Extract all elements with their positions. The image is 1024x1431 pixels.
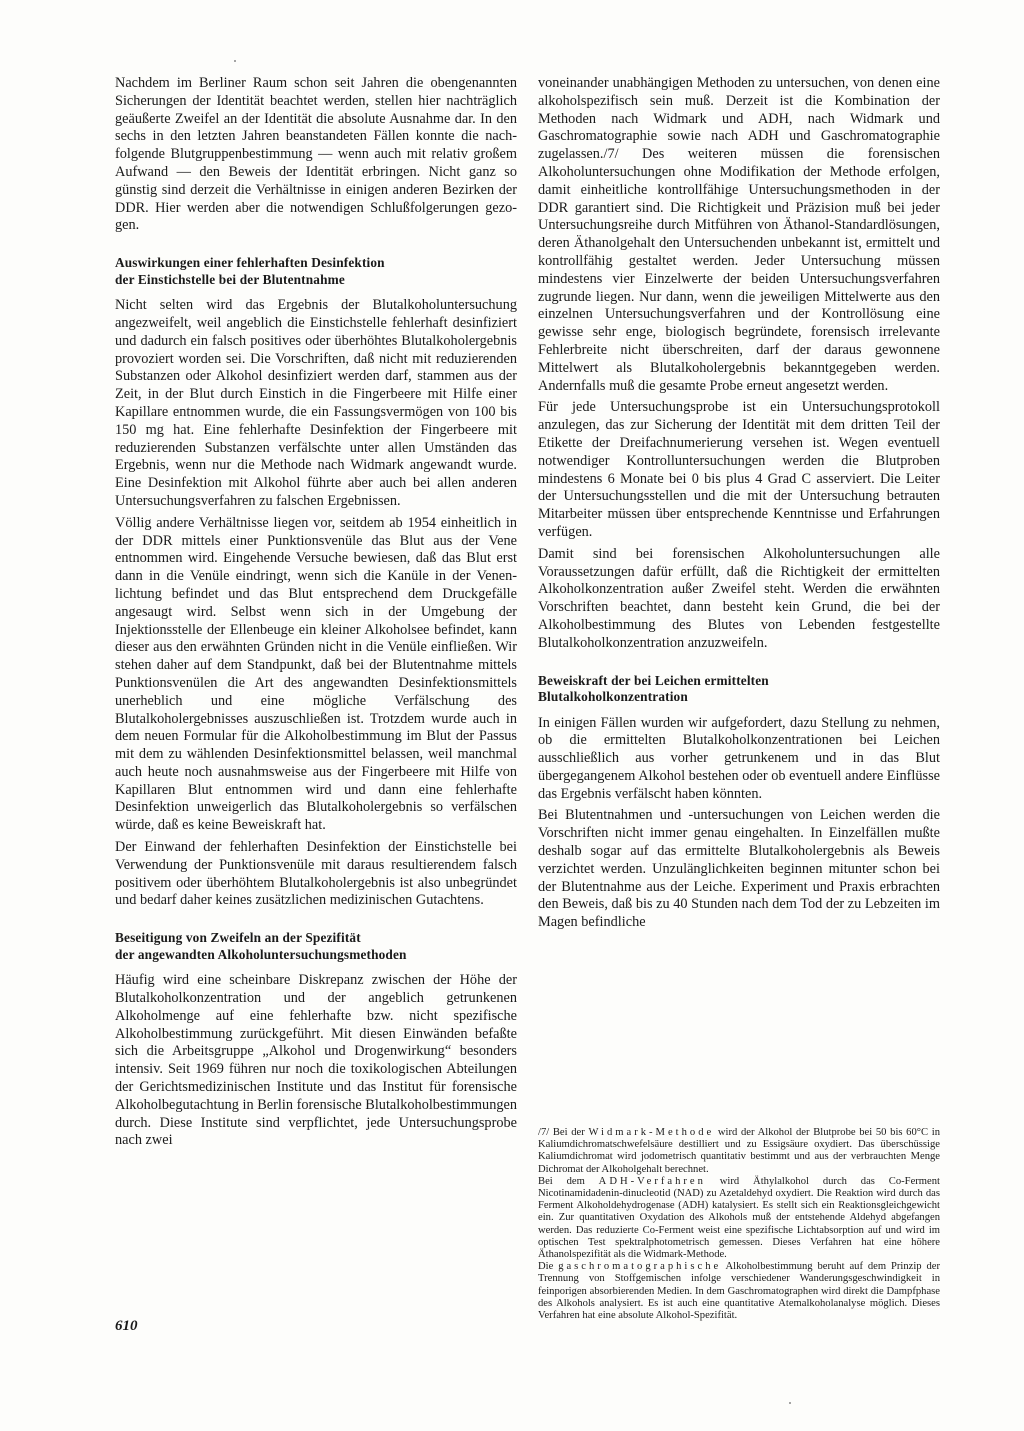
paragraph: Völlig andere Verhältnisse liegen vor, seitdem ab 1954 einheitlich in der DDR mittels einer Punktionsvenüle das Blut aus der Vene entnommen wird. Eingehende Versuche bewiesen, daß das Blut erst dann in die Venüle eindringt, wenn sich die Kanüle in der Venenlichtung befindet und das Blut entsprechend dem Druckgefälle angesaugt wird. Selbst wenn sich in der Umgebung der Injektionsstelle der Ellenbeuge ein kleiner Alkoholsee befindet, kann dieser aus den erwähnten Gründen nicht in die Venüle einfließen. Wir stehen daher auf dem Standpunkt, daß bei der Blutentnahme mittels Punktionsvenülen die Art des angewandten Desinfektionsmittels unerheblich und eine mögliche Verfälschung des Blutalkoholergebnisses auszuschließen ist. Trotzdem wurde auch in dem neuen Formular für die Alkoholbestimmung im Blut der Passus mit dem zu wählenden Desinfektionsmittel belassen, weil manchmal auch heute noch ausnahmsweise aus der Fingerbeere mit Hilfe von Kapillaren Blut entnommen wird und dann eine fehlerhafte Desinfektion unweigerlich das Blutalkoholergebnis so verfälschen würde, daß es keine Beweiskraft hat. [115, 514, 517, 834]
footnote-text: Bei dem [538, 1175, 599, 1187]
left-column [115, 75, 517, 1154]
section-heading-line: Blutalkoholkonzentration [538, 689, 688, 704]
footnote-text: /7/ Bei der [538, 1127, 589, 1138]
paragraph: In einigen Fällen wurden wir aufgefordert, dazu Stellung zu nehmen, ob die ermittelten Blutalkoholkonzentrationen bei Leichen ausschließlich aus vorher getrunkenem und in das Blut übergegangenem Alkohol bestehen oder ob eventuell andere Einflüsse das Ergebnis verfälscht haben könnten. [538, 714, 940, 802]
footnote-text: Alkoholbestimmung beruht auf dem Prinzip der Trennung von Stoffgemischen infolge verschiedener Wanderungsgeschwindigkeit in feinporigen absorbierenden Medien. In dem Gaschromatographen wird direkt die Dampfphase des Alkohols analysiert. Es ist auch eine quantitative Atemalkoholanalyse möglich. Dieses Verfahren hat eine absolute Alkohol-Spezifität. [538, 1261, 940, 1322]
paragraph: Der Einwand der fehlerhaften Desinfektion der Einstichstelle bei Verwendung der Punktionsvenüle mit daraus resultierendem falsch positivem oder überhöhtem Blutalkoholergebnis ist also unbegründet und bedarf daher keines zusätzlichen medizinischen Gutachtens. [115, 839, 517, 909]
footnote-text: wird Äthylalkohol durch das Co-Ferment Nicotinamidadenin-dinucleotid (NAD) zu Azetaldehyd oxydiert. Die Reaktion wird durch das Ferment Alkoholdehydrogenase (ADH) katalysiert. Es stellt sich ein Reaktionsgleichgewicht ein. Zur quantitativen Oxydation des Alkohols muß der entstehende Aldehyd abgefangen werden. Das reduzierte Co-Ferment weist eine spezifische Lichtabsorption auf und wird im optischen Test spektralphotometrisch gemessen. Dieses Verfahren hat eine höhere Äthanolspezifität als die Widmark-Methode. [538, 1175, 940, 1261]
paragraph: Damit sind bei forensischen Alkoholuntersuchungen alle Voraussetzungen dafür erfüllt, daß die Richtigkeit der ermittelten Alkoholkonzentration außer Zweifel steht. Werden die erwähnten Vorschriften beachtet, dann besteht kein Grund, die bei der Alkoholbestimmung des Blutes von Lebenden festgestellte Blutalkoholkonzentration anzuzweifeln. [538, 545, 940, 651]
paragraph: Nachdem im Berliner Raum schon seit Jahren die obengenannten Sicherungen der Identität beachtet werden, stellen hier nachträglich geäußerte Zweifel an der Identität die absolute Ausnahme dar. In den sechs in den letzten Jahren beanstandeten Fällen konnte die nachfolgende Blutgruppenbestimmung — wenn auch mit relativ großem Aufwand — den Beweis der Identität erbringen. Nicht ganz so günstig sind derzeit die Verhältnisse in einigen anderen Bezirken der DDR. Hier werden aber die notwendigen Schlußfolgerungen gezogen. [115, 75, 517, 234]
footnote [538, 1176, 940, 1261]
page-number: 610 [115, 1318, 138, 1334]
footnote [538, 1261, 940, 1322]
section-heading-line: Auswirkungen einer fehlerhaften Desinfektion [115, 255, 385, 271]
footnote-text: wird der Alkohol der Blutprobe bei 50 bis 60°C in Kaliumdichromatschwefelsäure destilliert und zu Essigsäure oxydiert. Das überschüssige Kaliumdichromat wird jodometrisch quantitativ bestimmt und aus der verbrauchten Menge Dichromat der Alkoholgehalt berechnet. [538, 1127, 940, 1175]
footnote-emphasis: Widmark-Methode [588, 1127, 715, 1138]
print-speck [789, 1402, 791, 1404]
section-heading [538, 673, 940, 706]
footnote [538, 1127, 940, 1176]
paragraph: Nicht selten wird das Ergebnis der Blutalkoholuntersuchung angezweifelt, weil angeblich die Einstichstelle fehlerhaft desinfiziert und dadurch ein falsch positives oder überhöhtes Blutalkoholergebnis provoziert worden sei. Die Vorschriften, daß nicht mit reduzierenden Substanzen oder Alkohol desinfiziert werden darf, stammen aus der Zeit, in der Blut durch Einstich in die Fingerbeere mit Hilfe einer Kapillare entnommen wurde, die ein Fassungsvermögen von 100 bis 150 mg hat. Eine fehlerhafte Desinfektion der Fingerbeere mit reduzierenden Substanzen verfälschte unter allen Umständen das Ergebnis, wenn nur die Methode nach Widmark angewandt wurde. Eine Desinfektion mit Alkohol führte aber auch bei allen anderen Untersuchungsverfahren zu falschen Ergebnissen. [115, 297, 517, 509]
section-heading-line: der Einstichstelle bei der Blutentnahme [115, 271, 345, 287]
print-speck [234, 60, 236, 62]
section-heading-line: Beweiskraft der bei Leichen ermittelten [538, 672, 769, 688]
section-heading-line: der angewandten Alkoholuntersuchungsmethoden [115, 946, 407, 962]
section-heading [115, 255, 517, 288]
paragraph: voneinander unabhängigen Methoden zu untersuchen, von denen eine alkoholspezifisch sein muß. Derzeit ist die Kombination der Methoden nach Widmark und ADH, nach Widmark und Gaschromatographie sowie nach ADH und Gaschromatographie zugelassen./7/ Des weiteren müssen die forensischen Alkoholuntersuchungen ohne Modifikation der Methode erfolgen, damit einheitliche kontrollfähige Untersuchungsmethoden in der DDR garantiert sind. Die Richtigkeit und Präzision muß bei jeder Untersuchungsreihe durch Mitführen von Äthanol-Standardlösungen, deren Äthanolgehalt den Untersuchenden unbekannt ist, ermittelt und kontrollfähig gestaltet werden. Jeder Untersuchung müssen mindestens vier Einzelwerte der beiden Untersuchungsverfahren zugrunde liegen. Nur dann, wenn die jeweiligen Mittelwerte aus den einzelnen Untersuchungsverfahren und der Kontrollösung eine gewisse sehr enge, biologisch begründete, forensisch irrelevante Fehlerbreite nicht überschreiten, darf der daraus gewonnene Mittelwert als Blutalkoholergebnis bekanntgegeben werden. Andernfalls muß die gesamte Probe erneut angesetzt werden. [538, 75, 940, 394]
footnote-emphasis: gaschromatographische [558, 1261, 722, 1273]
right-column [538, 75, 940, 936]
section-heading [115, 930, 517, 963]
footnote-text: Die [538, 1261, 559, 1273]
footnotes [538, 1127, 940, 1322]
paragraph: Bei Blutentnahmen und -untersuchungen von Leichen werden die Vorschriften nicht immer genau eingehalten. In Einzelfällen mußte deshalb sogar auf das ermittelte Blutalkoholergebnis als Beweis verzichtet werden. Unzulänglichkeiten beginnen mitunter schon bei der Blutentnahme aus der Leiche. Experiment und Praxis erbrachten den Beweis, daß bis zu 40 Stunden nach dem Tod der zu Lebzeiten im Magen befindliche [538, 807, 940, 931]
section-heading-line: Beseitigung von Zweifeln an der Spezifität [115, 930, 361, 946]
paragraph: Für jede Untersuchungsprobe ist ein Untersuchungsprotokoll anzulegen, das zur Sicherung der Identität mit dem dritten Teil der Etikette der Dreifachnumerierung versehen ist. Wegen eventuell notwendiger Kontrolluntersuchungen werden die Blutproben mindestens 6 Monate bei 0 bis plus 4 Grad C asserviert. Die Leiter der Untersuchungsstellen und die mit der Untersuchung betrauten Mitarbeiter müssen über entsprechende Kenntnisse und Erfahrungen verfügen. [538, 399, 940, 540]
paragraph: Häufig wird eine scheinbare Diskrepanz zwischen der Höhe der Blutalkoholkonzentration und der angeblich getrunkenen Alkoholmenge auf eine fehlerhafte bzw. nicht spezifische Alkoholbestimmung zurückgeführt. Mit diesen Einwänden befaßte sich die Arbeitsgruppe „Alkohol und Drogenwirkung“ besonders intensiv. Seit 1969 führen nur noch die toxikologischen Abteilungen der Gerichtsmedizinischen Institute und das Institut für forensische Alkoholbegutachtung in Berlin forensische Blutalkoholbestimmungen durch. Diese Institute sind verpflichtet, jede Untersuchungsprobe nach zwei [115, 972, 517, 1149]
footnote-emphasis: ADH-Verfahren [598, 1175, 706, 1187]
